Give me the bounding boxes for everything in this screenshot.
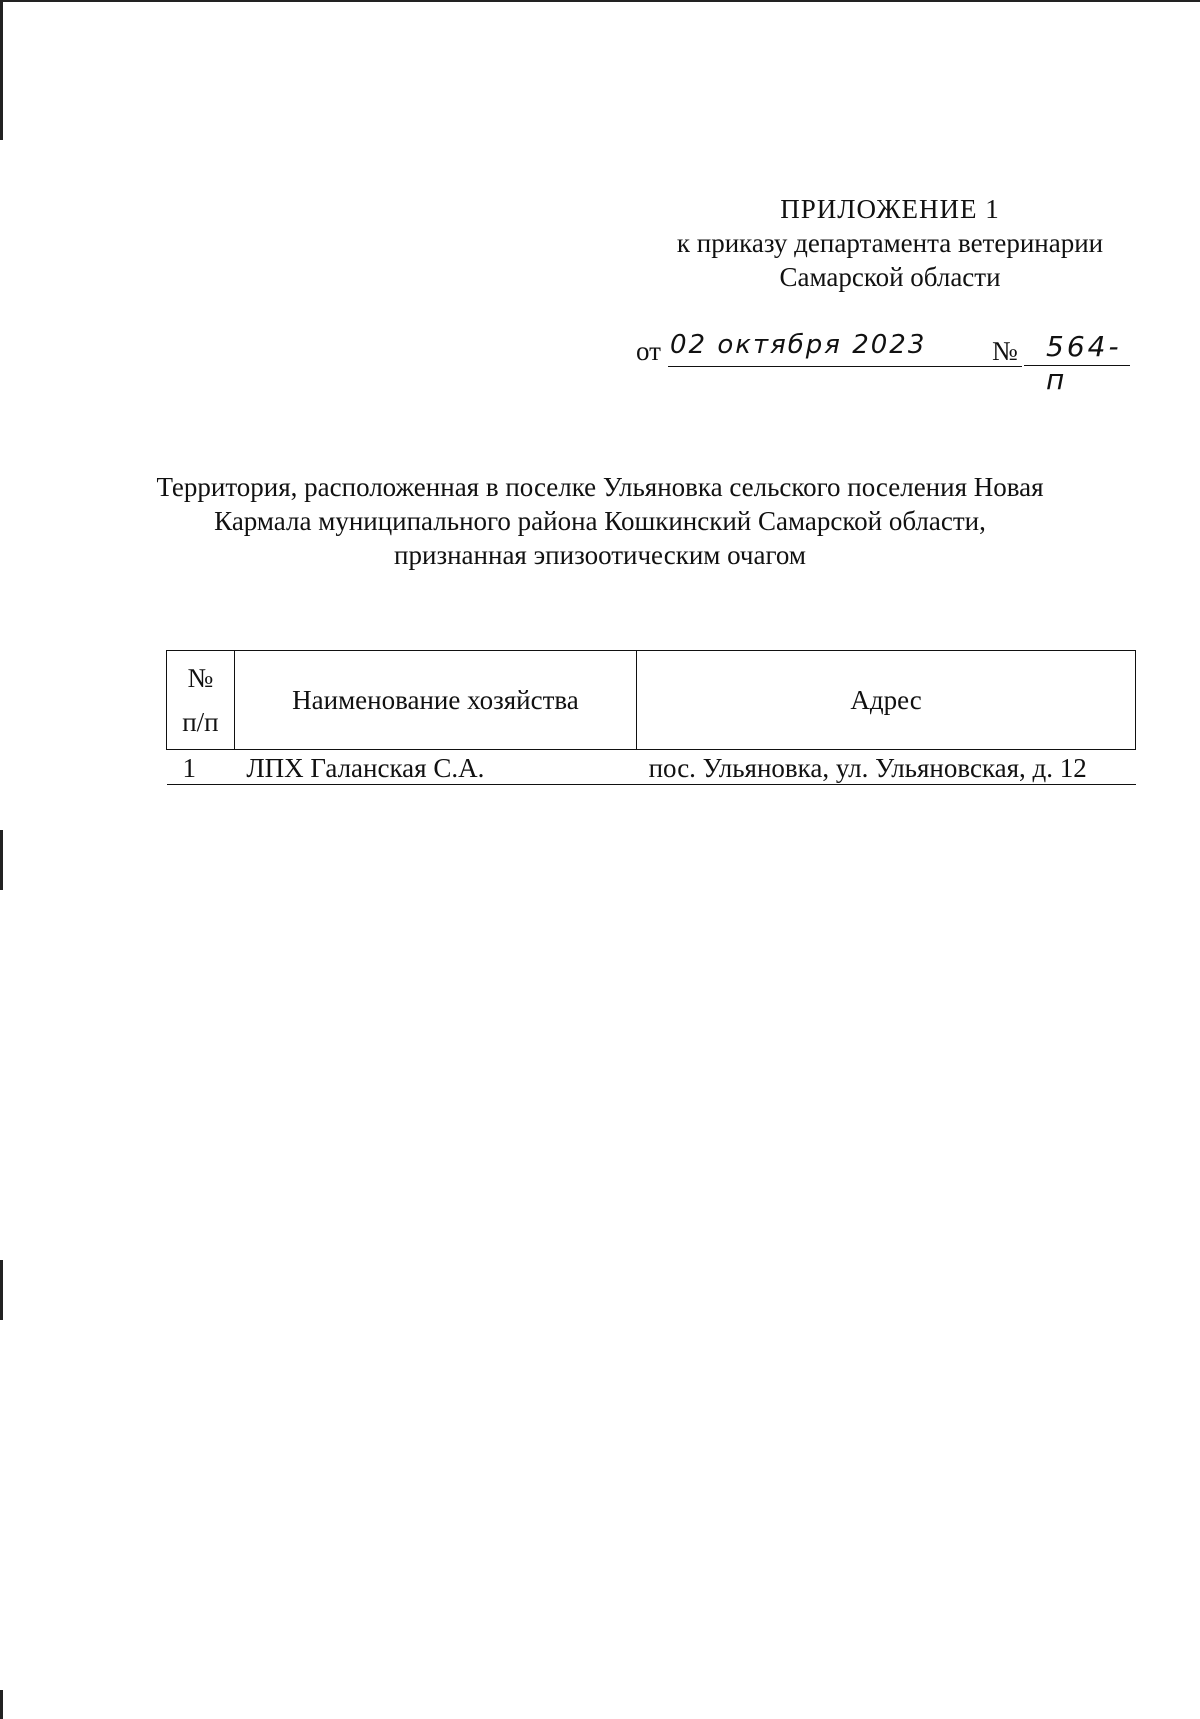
appendix-line: Самарской области	[779, 262, 1001, 292]
order-reference	[636, 330, 1146, 396]
appendix-line: к приказу департамента ветеринарии	[676, 228, 1104, 258]
row-address: пос. Ульяновка, ул. Ульяновская, д. 12	[637, 750, 1136, 785]
order-from-label: от	[636, 336, 661, 366]
scan-edge-mark	[0, 1690, 3, 1719]
appendix-header	[640, 192, 1140, 294]
header-num: № п/п	[167, 651, 235, 750]
table-header-row	[167, 651, 1136, 750]
order-date: 02 октября 2023	[668, 330, 1022, 367]
header-address: Адрес	[637, 651, 1136, 750]
scan-edge-mark	[0, 830, 3, 890]
order-number-label: №	[992, 336, 1018, 366]
title-line: Территория, расположенная в поселке Ульяновка сельского поселения Новая	[156, 472, 1044, 502]
row-name: ЛПХ Галанская С.А.	[234, 750, 636, 785]
title-line: Кармала муниципального района Кошкинский Самарской области,	[214, 506, 986, 536]
farms-table	[166, 650, 1136, 785]
scan-edge-mark	[0, 0, 3, 140]
appendix-title: ПРИЛОЖЕНИЕ 1	[780, 194, 1000, 224]
title-line: признанная эпизоотическим очагом	[394, 540, 806, 570]
scan-edge-mark	[0, 1260, 3, 1320]
page-top-border	[0, 0, 1200, 2]
row-num: 1	[167, 750, 235, 785]
order-number: 564-п	[1024, 330, 1130, 366]
header-name: Наименование хозяйства	[234, 651, 636, 750]
document-title	[150, 470, 1050, 572]
table-row	[167, 750, 1136, 785]
